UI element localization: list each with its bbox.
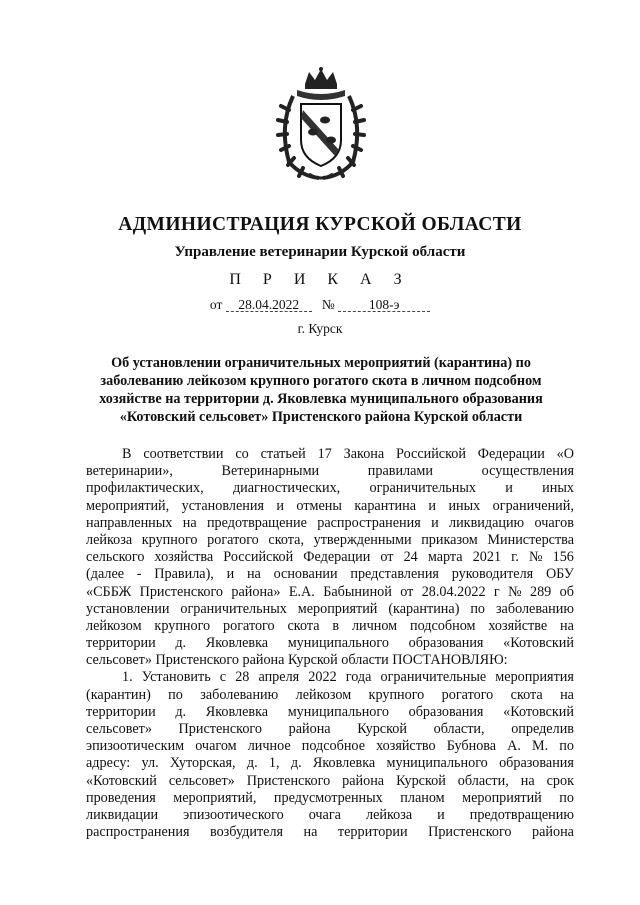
body-line: сельсовет» Пристенского района Курской области, определив <box>86 721 574 737</box>
body-line: «СББЖ Пристенского района» Е.А. Бабыниной от 28.04.2022 г № 289 об <box>86 583 574 600</box>
document-type: П Р И К А З <box>229 271 411 288</box>
body-line: «Котовский сельсовет» Пристенского района Курской области, на срок <box>86 772 574 789</box>
organization-name: АДМИНИСТРАЦИЯ КУРСКОЙ ОБЛАСТИ <box>118 214 522 235</box>
body-line: (далее - Правила), и на основании представления руководителя ОБУ <box>86 566 574 583</box>
body-line: территории д. Яковлевка муниципального образования «Котовский <box>86 635 574 652</box>
document-body <box>86 446 574 841</box>
body-line: профилактических, диагностических, ограничительных и иных <box>86 480 574 497</box>
document-number: 108-э <box>338 298 430 312</box>
body-line: 1. Установить с 28 апреля 2022 года ограничительные мероприятия <box>122 669 574 686</box>
body-line: лейкоза крупного рогатого скота, утвержденными приказом Министерства <box>86 531 574 548</box>
date-number-line <box>0 297 640 313</box>
body-line: В соответствии со статьей 17 Закона Российской Федерации «О <box>122 446 574 462</box>
body-line: эпизоотическим очагом личное подсобное хозяйство Бубнова А. М. по <box>86 738 574 755</box>
body-line: направленных на предотвращение распространения и ликвидацию очагов <box>86 514 574 531</box>
department-name: Управление ветеринарии Курской области <box>174 244 466 260</box>
body-line: проведения мероприятий, предусмотренных планом мероприятий по <box>86 789 574 806</box>
number-prefix: № <box>321 297 335 312</box>
body-line: мероприятий, установления и отмены карантина и иных ограничений, <box>86 497 574 514</box>
body-line: распространения возбудителя на территории Пристенского района <box>86 824 574 841</box>
title-line: «Котовский сельсовет» Пристенского района Курской области <box>119 409 523 425</box>
title-line: хозяйстве на территории д. Яковлевка муниципального образования <box>99 391 543 407</box>
body-line: установлении ограничительных мероприятий (карантина) по заболеванию <box>86 600 574 617</box>
body-line: ветеринарии», Ветеринарными правилами осуществления <box>86 463 574 480</box>
document-title <box>90 354 552 426</box>
body-line: (карантин) по заболеванию лейкозом крупного рогатого скота на <box>86 686 574 703</box>
body-line: лейкозом крупного рогатого скота в личном подсобном хозяйстве на <box>86 617 574 634</box>
body-line: сельского хозяйства Российской Федерации от 24 марта 2021 г. № 156 <box>86 549 574 566</box>
body-line: территории д. Яковлевка муниципального образования «Котовский <box>86 703 574 720</box>
body-line: адресу: ул. Хуторская, д. 1, д. Яковлевка муниципального образования <box>86 755 574 772</box>
body-line: сельсовет» Пристенского района Курской области ПОСТАНОВЛЯЮ: <box>86 652 508 669</box>
city-line: г. Курск <box>297 321 343 336</box>
date-prefix: от <box>209 297 223 312</box>
title-line: Об установлении ограничительных мероприятий (карантина) по <box>111 355 531 371</box>
coat-of-arms-emblem <box>275 66 367 186</box>
body-line: ликвидации эпизоотического очага лейкоза и предотвращению <box>86 806 574 823</box>
title-line: заболеванию лейкозом крупного рогатого скота в личном подсобном <box>100 373 542 389</box>
document-date: 28.04.2022 <box>226 298 312 312</box>
